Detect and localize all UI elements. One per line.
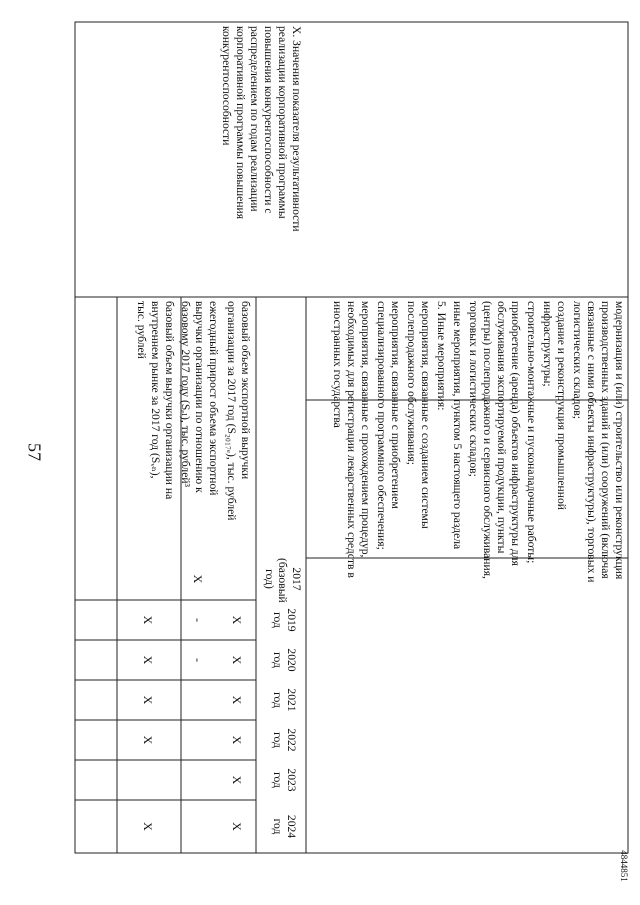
year-header-2019: 2019 год	[271, 608, 298, 632]
year-header-2017: 2017 (базовый год)	[263, 558, 303, 603]
left-line: конкурентоспособности	[220, 26, 233, 146]
list-line: (центры) послепродажного и сервисного обслуживания,	[481, 301, 494, 579]
table-cell: X	[230, 615, 244, 625]
table-cell: X	[230, 655, 244, 665]
table-cell: X	[230, 695, 244, 705]
list-line: торговых и логистических складов;	[467, 301, 480, 477]
left-line: распределением по годам реализации	[248, 26, 261, 212]
list-line: обслуживания экспортируемой продукции, пункты	[495, 301, 508, 554]
list-line: мероприятия, связанные с прохождением процедур,	[359, 301, 372, 558]
table-cell: X	[141, 735, 155, 745]
list-line: 5. Иные мероприятия:	[435, 301, 448, 411]
list-line: модернизация и (или) строительство или реконструкция	[613, 301, 626, 580]
list-line: строительно-монтажные и пусконаладочные работы;	[525, 301, 538, 564]
year-header-2021: 2021 год	[271, 688, 298, 712]
row-label: выручки организации по отношению к	[193, 301, 206, 493]
rotated-table	[73, 20, 630, 855]
row-label: внутреннем рынке за 2017 год (Sᵥₙ),	[149, 301, 162, 479]
table-cell: X	[141, 655, 155, 665]
table-cell: X	[141, 822, 155, 831]
list-line: послепродажного обслуживания;	[405, 301, 418, 465]
table-cell: -	[191, 618, 205, 622]
row-label: тыс. рублей	[135, 301, 148, 359]
row-label: базовый объем экспортной выручки	[239, 301, 252, 480]
table-cell: X	[141, 695, 155, 705]
list-line: приобретение (аренда) объектов инфраструктуры для	[509, 301, 522, 566]
row-label: организации за 2017 год (S₂₀₁₇ₑ), тыс. рублей	[225, 301, 238, 521]
year-header-2023: 2023 год	[271, 768, 298, 792]
left-line: X. Значения показателя результативности	[290, 26, 303, 232]
table-cell: X	[230, 822, 244, 831]
table-cell: X	[191, 574, 205, 584]
list-line: необходимых для регистрации лекарственных средств в	[345, 301, 358, 578]
page-number: 57	[24, 443, 45, 461]
row-label: ежегодный прирост объема экспортной	[207, 301, 220, 496]
list-line: логистических складов;	[571, 301, 584, 420]
list-line: иные мероприятия, пунктом 5 настоящего раздела	[451, 301, 464, 550]
list-line: инфраструктуры;	[541, 301, 554, 387]
list-line: специализированного программного обеспечения;	[375, 301, 388, 550]
year-header-2024: 2024 год	[271, 814, 298, 839]
left-line: реализации корпоративной программы	[276, 26, 289, 219]
list-line: производственных зданий и (или) сооружений (включая	[599, 301, 612, 579]
list-line: создание и реконструкция промышленной	[555, 301, 568, 510]
document-id: 4844851	[619, 850, 629, 882]
list-line: иностранных государства	[331, 301, 344, 428]
row-label: базовому 2017 году (Sₑₗ), тыс. рублей³	[179, 301, 192, 488]
table-cell: X	[141, 615, 155, 625]
left-line: повышения конкурентоспособности с	[262, 26, 275, 214]
row-label: базовый объем выручки организации на	[163, 301, 176, 500]
left-line: корпоративной программы повышения	[234, 26, 247, 220]
table-cell: X	[230, 775, 244, 785]
list-line: связанные с ними объекты инфраструктуры), торговых и	[585, 301, 598, 583]
year-header-2020: 2020 год	[271, 648, 298, 672]
table-cell: X	[230, 735, 244, 745]
list-line: мероприятия, связанные с приобретением	[389, 301, 402, 509]
year-header-2022: 2022 год	[271, 728, 298, 752]
table-cell: -	[191, 658, 205, 662]
list-line: мероприятия, связанные с созданием системы	[419, 301, 432, 529]
